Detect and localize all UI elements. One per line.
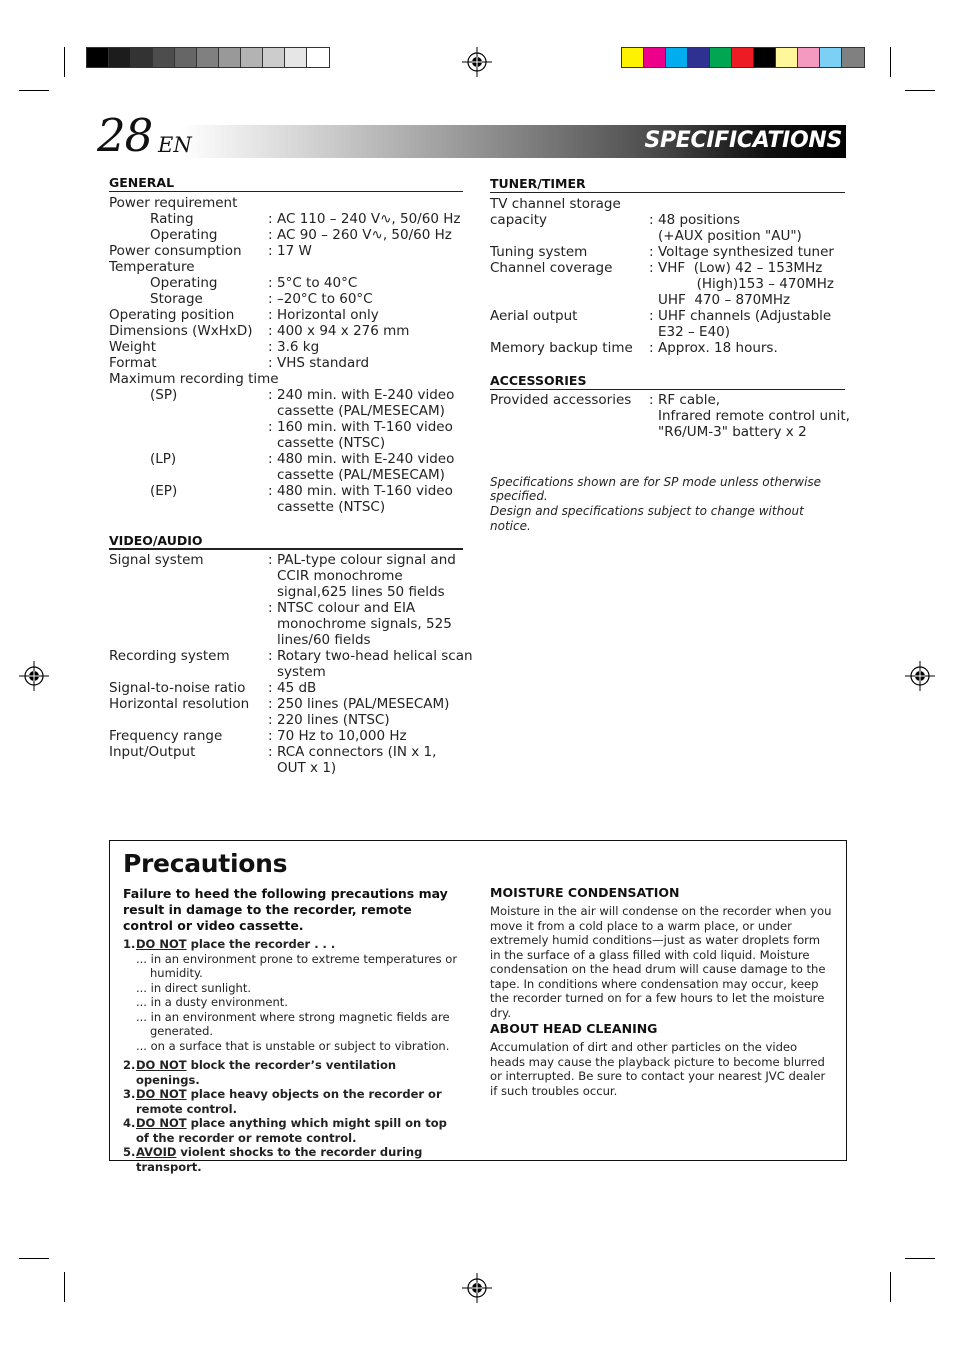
spec-value: 45 dB <box>277 680 317 696</box>
spec-colon: : <box>268 419 273 435</box>
list-item <box>123 1145 463 1174</box>
spec-row <box>109 499 463 515</box>
spec-value: (+AUX position "AU") <box>658 228 802 244</box>
color-swatch <box>842 48 864 67</box>
spec-row <box>490 244 845 260</box>
spec-value: NTSC colour and EIA <box>277 600 416 616</box>
spec-value: lines/60 fields <box>277 632 371 648</box>
page-language: EN <box>158 133 192 157</box>
sub-list-item: ... in a dusty environment. <box>136 995 288 1009</box>
spec-value: E32 – E40) <box>658 324 731 340</box>
spec-value: 5°C to 40°C <box>277 275 358 291</box>
item-text: place heavy objects on the recorder or remote control. <box>136 1087 442 1116</box>
spec-label: Memory backup time <box>490 340 633 356</box>
spec-row <box>109 243 463 259</box>
spec-value: 3.6 kg <box>277 339 320 355</box>
spec-row <box>109 451 463 467</box>
spec-value: cassette (NTSC) <box>277 435 386 451</box>
color-swatch-bar <box>621 47 865 68</box>
spec-colon: : <box>268 552 273 568</box>
spec-colon: : <box>268 227 273 243</box>
color-swatch <box>241 48 263 67</box>
color-swatch <box>622 48 644 67</box>
spec-value: AC 90 – 260 V∿, 50/60 Hz <box>277 227 452 243</box>
spec-label: Power consumption <box>109 243 242 259</box>
item-number: 4. <box>123 1116 136 1130</box>
color-swatch <box>109 48 131 67</box>
color-swatch <box>710 48 732 67</box>
spec-label: Input/Output <box>109 744 196 760</box>
crop-mark <box>64 47 65 77</box>
moisture-heading: MOISTURE CONDENSATION <box>490 885 680 900</box>
section-rule <box>490 192 845 193</box>
video-audio-spec-list <box>109 552 473 776</box>
spec-colon: : <box>268 728 273 744</box>
section-rule <box>109 548 463 550</box>
color-swatch <box>131 48 153 67</box>
spec-value: 480 min. with T-160 video <box>277 483 453 499</box>
spec-row <box>490 292 845 308</box>
spec-value: –20°C to 60°C <box>277 291 373 307</box>
spec-colon: : <box>268 387 273 403</box>
spec-label: Operating position <box>109 307 235 323</box>
section-heading-general: GENERAL <box>109 175 175 190</box>
sub-list-item: ... on a surface that is unstable or subject to vibration. <box>136 1038 450 1053</box>
spec-colon: : <box>649 244 654 260</box>
item-text: place anything which might spill on top of the recorder or remote control. <box>136 1116 447 1145</box>
spec-label: Storage <box>150 291 203 307</box>
spec-row <box>109 371 463 387</box>
precautions-intro: Failure to heed the following precautions may result in damage to the recorder, remote control or video cassette. <box>123 886 448 933</box>
spec-colon: : <box>649 212 654 228</box>
spec-value: VHF (Low) 42 – 153MHz <box>658 260 823 276</box>
page-number: 28 <box>97 109 153 162</box>
color-swatch <box>219 48 241 67</box>
sub-list-item: ... in an environment where strong magnetic fields are generated. <box>136 1009 450 1038</box>
spec-label: Tuning system <box>490 244 588 260</box>
spec-row <box>109 648 473 664</box>
list-item <box>123 1116 463 1145</box>
accessories-spec-list <box>490 392 850 440</box>
spec-label: Channel coverage <box>490 260 613 276</box>
spec-row <box>109 275 463 291</box>
section-heading-accessories: ACCESSORIES <box>490 373 587 388</box>
spec-label: Maximum recording time <box>109 371 279 387</box>
spec-value: (High)153 – 470MHz <box>658 276 834 292</box>
item-emphasis: AVOID <box>136 1145 177 1159</box>
spec-row <box>109 632 463 648</box>
spec-value: cassette (PAL/MESECAM) <box>277 467 445 483</box>
spec-label: Frequency range <box>109 728 223 744</box>
spec-row <box>109 323 463 339</box>
spec-value: monochrome signals, 525 <box>277 616 452 632</box>
item-emphasis: DO NOT <box>136 1116 187 1130</box>
spec-value: RF cable, <box>658 392 721 408</box>
color-swatch <box>688 48 710 67</box>
color-swatch <box>644 48 666 67</box>
registration-mark-icon <box>905 661 935 691</box>
spec-colon: : <box>268 275 273 291</box>
color-swatch <box>776 48 798 67</box>
spec-colon: : <box>268 323 273 339</box>
spec-value: Horizontal only <box>277 307 379 323</box>
spec-row <box>109 664 463 680</box>
spec-value: cassette (PAL/MESECAM) <box>277 403 445 419</box>
spec-row <box>109 600 463 616</box>
spec-row <box>490 424 845 440</box>
crop-mark <box>19 1258 49 1259</box>
spec-row <box>109 307 463 323</box>
spec-value: 220 lines (NTSC) <box>277 712 390 728</box>
item-number: 1. <box>123 937 136 951</box>
spec-row <box>109 483 463 499</box>
spec-value: 400 x 94 x 276 mm <box>277 323 410 339</box>
spec-colon: : <box>268 648 273 664</box>
spec-label: Operating <box>150 227 218 243</box>
spec-label: Horizontal resolution <box>109 696 250 712</box>
spec-value: 70 Hz to 10,000 Hz <box>277 728 407 744</box>
crop-mark <box>890 47 891 77</box>
spec-label: Signal system <box>109 552 204 568</box>
precautions-list <box>123 937 463 1174</box>
spec-note: Specifications shown are for SP mode unless otherwise <box>490 475 822 489</box>
spec-value: 160 min. with T-160 video <box>277 419 453 435</box>
spec-row <box>109 339 463 355</box>
sub-list-item: ... in an environment prone to extreme temperatures or humidity. <box>136 951 458 980</box>
spec-label: Dimensions (WxHxD) <box>109 323 253 339</box>
color-swatch <box>754 48 776 67</box>
head-cleaning-text: Accumulation of dirt and other particles on the video heads may cause the playback picture to become blurred or interrupted. Be sure to contact your nearest JVC dealer if such troubles occur. <box>490 1040 826 1098</box>
spec-row <box>109 712 463 728</box>
spec-value: Rotary two-head helical scan <box>277 648 473 664</box>
spec-value: 48 positions <box>658 212 740 228</box>
spec-row <box>490 392 845 408</box>
item-emphasis: DO NOT <box>136 1087 187 1101</box>
item-number: 2. <box>123 1058 136 1072</box>
spec-row <box>490 212 845 228</box>
spec-value: 240 min. with E-240 video <box>277 387 455 403</box>
spec-row <box>109 195 463 211</box>
crop-mark <box>890 1272 891 1302</box>
spec-row <box>490 408 850 424</box>
spec-row <box>109 403 463 419</box>
spec-label: Power requirement <box>109 195 238 211</box>
spec-value: UHF channels (Adjustable <box>658 308 832 324</box>
spec-row <box>490 276 845 292</box>
spec-label: Signal-to-noise ratio <box>109 680 246 696</box>
spec-row <box>109 211 463 227</box>
spec-label: Aerial output <box>490 308 578 324</box>
spec-label: capacity <box>490 212 547 228</box>
spec-value: "R6/UM-3" battery x 2 <box>658 424 807 440</box>
spec-label: Temperature <box>109 259 195 275</box>
spec-row <box>109 355 463 371</box>
spec-row <box>109 419 463 435</box>
spec-row <box>490 228 845 244</box>
item-emphasis: DO NOT <box>136 1058 187 1072</box>
spec-colon: : <box>649 260 654 276</box>
gray-swatch-bar <box>86 47 330 68</box>
color-swatch <box>263 48 285 67</box>
spec-row <box>490 340 845 356</box>
color-swatch <box>153 48 175 67</box>
spec-row <box>490 324 845 340</box>
spec-row <box>109 696 463 712</box>
spec-colon: : <box>268 680 273 696</box>
spec-colon: : <box>268 483 273 499</box>
spec-colon: : <box>268 451 273 467</box>
spec-colon: : <box>649 340 654 356</box>
spec-label: Format <box>109 355 157 371</box>
spec-label: (EP) <box>150 483 178 499</box>
page-title: SPECIFICATIONS <box>644 128 842 153</box>
crop-mark <box>19 90 49 91</box>
spec-row <box>109 744 463 760</box>
spec-value: 480 min. with E-240 video <box>277 451 455 467</box>
spec-value: VHS standard <box>277 355 370 371</box>
spec-row <box>109 435 463 451</box>
spec-colon: : <box>268 355 273 371</box>
spec-label: TV channel storage <box>490 196 621 212</box>
tuner-timer-spec-list <box>490 196 845 356</box>
color-swatch <box>666 48 688 67</box>
spec-row <box>109 291 463 307</box>
spec-label: (LP) <box>150 451 177 467</box>
spec-value: Approx. 18 hours. <box>658 340 778 356</box>
spec-row <box>490 196 845 212</box>
moisture-text: Moisture in the air will condense on the recorder when you move it from a cold place to a warm place, or under extremely humid conditions—just as water droplets form in the surface of a glass filled with cold liquid. Moisture condensation on the head drum will cause damage to the tape. In conditions where condensation may occur, keep the recorder turned on for a few hours to let the moisture dry. <box>490 904 832 1020</box>
registration-mark-icon <box>19 661 49 691</box>
item-number: 3. <box>123 1087 136 1101</box>
color-swatch <box>197 48 219 67</box>
spec-value: cassette (NTSC) <box>277 499 386 515</box>
spec-colon: : <box>268 600 273 616</box>
color-swatch <box>820 48 842 67</box>
color-swatch <box>175 48 197 67</box>
spec-row <box>109 568 463 584</box>
spec-value: PAL-type colour signal and <box>277 552 456 568</box>
spec-colon: : <box>268 712 273 728</box>
spec-value: signal,625 lines 50 fields <box>277 584 445 600</box>
spec-row <box>109 728 463 744</box>
spec-row <box>109 467 463 483</box>
spec-value: Voltage synthesized tuner <box>658 244 834 260</box>
section-rule <box>109 191 463 192</box>
spec-value: system <box>277 664 326 680</box>
spec-label: Operating <box>150 275 218 291</box>
spec-value: CCIR monochrome <box>277 568 403 584</box>
color-swatch <box>732 48 754 67</box>
spec-row <box>109 584 463 600</box>
spec-note: Design and specifications subject to change without notice. <box>490 504 804 533</box>
spec-value: 250 lines (PAL/MESECAM) <box>277 696 450 712</box>
list-item <box>123 1087 463 1116</box>
sub-list-item: ... in direct sunlight. <box>136 980 252 995</box>
spec-row <box>109 760 463 776</box>
spec-colon: : <box>649 392 654 408</box>
section-heading-tuner-timer: TUNER/TIMER <box>490 176 586 191</box>
item-number: 5. <box>123 1145 136 1159</box>
spec-colon: : <box>268 696 273 712</box>
spec-colon: : <box>268 211 273 227</box>
spec-label: Provided accessories <box>490 392 632 408</box>
general-spec-list <box>109 195 463 515</box>
spec-label: (SP) <box>150 387 178 403</box>
spec-colon: : <box>649 308 654 324</box>
crop-mark <box>64 1272 65 1302</box>
precautions-title: Precautions <box>123 849 288 878</box>
registration-mark-icon <box>462 1273 492 1303</box>
spec-colon: : <box>268 243 273 259</box>
spec-label: Rating <box>150 211 194 227</box>
spec-row <box>490 260 845 276</box>
spec-note: specified. <box>490 489 548 503</box>
item-emphasis: DO NOT <box>136 937 187 951</box>
item-text: place the recorder . . . <box>186 937 336 951</box>
spec-row <box>109 616 463 632</box>
item-sublist <box>123 952 463 1054</box>
spec-row <box>109 387 463 403</box>
color-swatch <box>307 48 329 67</box>
spec-row <box>109 552 463 568</box>
spec-value: RCA connectors (IN x 1, <box>277 744 437 760</box>
item-text: block the recorder’s ventilation openings. <box>136 1058 397 1087</box>
spec-value: 17 W <box>277 243 312 259</box>
section-heading-video-audio: VIDEO/AUDIO <box>109 533 203 548</box>
spec-row <box>109 259 463 275</box>
spec-row <box>109 227 463 243</box>
crop-mark <box>905 1258 935 1259</box>
crop-mark <box>905 90 935 91</box>
title-bar <box>180 125 846 158</box>
registration-mark-icon <box>462 47 492 77</box>
head-cleaning-heading: ABOUT HEAD CLEANING <box>490 1021 658 1036</box>
list-item <box>123 937 463 952</box>
spec-value: AC 110 – 240 V∿, 50/60 Hz <box>277 211 461 227</box>
spec-row <box>490 308 845 324</box>
color-swatch <box>285 48 307 67</box>
list-item <box>123 1058 463 1087</box>
color-swatch <box>798 48 820 67</box>
color-swatch <box>87 48 109 67</box>
spec-value: UHF 470 – 870MHz <box>658 292 791 308</box>
spec-colon: : <box>268 291 273 307</box>
spec-colon: : <box>268 339 273 355</box>
section-rule <box>490 389 845 390</box>
spec-colon: : <box>268 744 273 760</box>
spec-value: OUT x 1) <box>277 760 337 776</box>
spec-row <box>109 680 463 696</box>
item-text: violent shocks to the recorder during transport. <box>136 1145 423 1174</box>
spec-label: Weight <box>109 339 157 355</box>
spec-label: Recording system <box>109 648 230 664</box>
spec-colon: : <box>268 307 273 323</box>
spec-value: Infrared remote control unit, <box>658 408 850 424</box>
